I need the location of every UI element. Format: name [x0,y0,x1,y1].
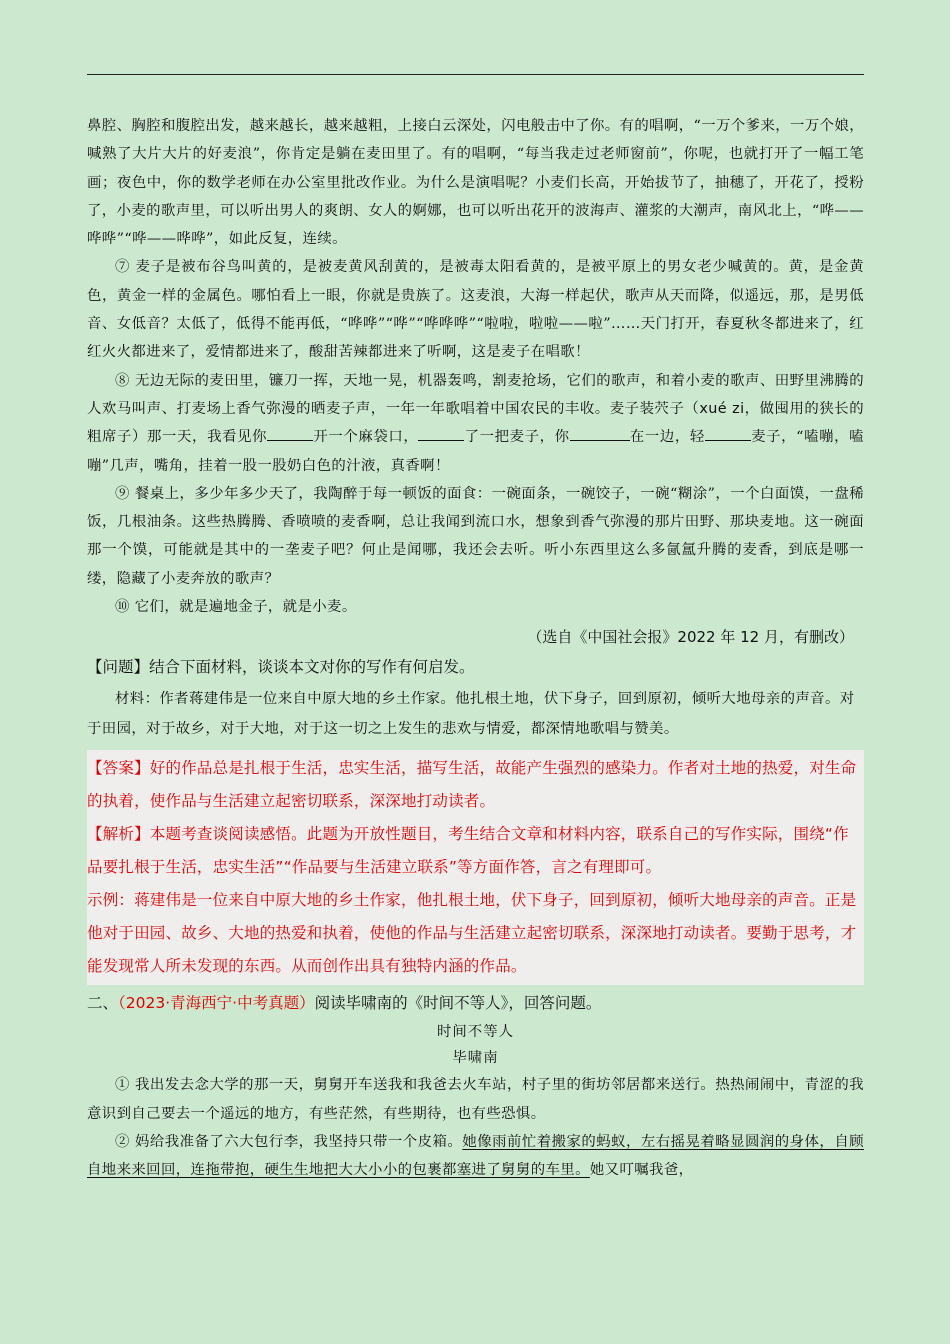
answer-box [87,750,864,985]
exam-source-tag: （2023·青海西宁·中考真题） [118,994,315,1013]
fill-blank-4 [705,426,751,441]
passage-paragraph-8: ⑧ 无边无际的麦田里，镰刀一挥，天地一晃，机器轰鸣，割麦抢场，它们的歌声，和着小麦的歌声、田野里沸腾的人欢马叫声、打麦场上香气弥漫的晒麦子声，一年一年歌唱着中国农民的丰收。麦子装茓子（xué zi，做囤用的狭长的粗席子）那一天，我看见你 开一个麻袋口， 了一把麦子，你 在一边，轻 麦子，“嗑嘣，嗑嘣”几声，嘴角，挂着一股一股奶白色的汁液，真香啊！ [87,372,864,474]
document-page [87,112,864,1185]
analysis-text: 【解析】本题考查谈阅读感悟。此题为开放性题目，考生结合文章和材料内容，联系自己的写作实际，围绕“作品要扎根于生活，忠实生活”“作品要与生活建立联系”等方面作答，言之有理即可。 [87,825,849,877]
article-title: 时间不等人 [437,1024,514,1041]
fill-blank-1 [267,426,313,441]
article-paragraph-1: ① 我出发去念大学的那一天，舅舅开车送我和我爸去火车站，村子里的街坊邻居都来送行。热热闹闹中，青涩的我意识到自己要去一个遥远的地方，有些茫然，有些期待，也有些恐惧。 [87,1077,864,1122]
answer-text: 【答案】好的作品总是扎根于生活，忠实生活，描写生活，故能产生强烈的感染力。作者对土地的热爱，对生命的执着，使作品与生活建立起密切联系，深深地打动读者。 [87,759,857,811]
passage-paragraph-9: ⑨ 餐桌上，多少年多少天了，我陶醉于每一顿饭的面食：一碗面条，一碗饺子，一碗“糊涂”，一个白面馍，一盘稀饭，几根油条。这些热腾腾、香喷喷的麦香啊，总让我闻到流口水，想象到香气弥漫的那片田野、那块麦地。这一碗面那一个馍，可能就是其中的一垄麦子吧？何止是闻哪，我还会去听。听小东西里这么多氤氲升腾的麦香，到底是哪一缕，隐藏了小麦奔放的歌声？ [87,485,864,587]
example-text: 示例：蒋建伟是一位来自中原大地的乡土作家，他扎根土地，伏下身子，回到原初，倾听大地母亲的声音。正是他对于田园、故乡、大地的热爱和执着，使他的作品与生活建立起密切联系，深深地打动读者。要勤于思考，才能发现常人所未发现的东西。从而创作出具有独特内涵的作品。 [87,891,857,976]
header-rule [87,74,864,75]
section-2-heading: 二、（2023·青海西宁·中考真题）阅读毕啸南的《时间不等人》，回答问题。 [87,994,602,1013]
passage-paragraph-10: ⑩ 它们，就是遍地金子，就是小麦。 [115,599,357,616]
passage-paragraph-6-continued: 鼻腔、胸腔和腹腔出发，越来越长，越来越粗，上接白云深处，闪电般击中了你。有的唱啊，“一万个爹来，一万个娘，喊熟了大片大片的好麦浪”，你肯定是躺在麦田里了。有的唱啊，“每当我走过老师窗前”，你呢，也就打开了一幅工笔画；夜色中，你的数学老师在办公室里批改作业。为什么是演唱呢？小麦们长高，开始拔节了，抽穗了，开花了，授粉了，小麦的歌声里，可以听出男人的爽朗、女人的婀娜，也可以听出花开的波海声、灌浆的大潮声，南风北上，“哗——哗哗”“哗——哗哗”，如此反复，连续。 [87,118,864,248]
fill-blank-2 [418,426,464,441]
article-author: 毕啸南 [452,1050,499,1067]
article-paragraph-2: ② 妈给我准备了六大包行李，我坚持只带一个皮箱。她像雨前忙着搬家的蚂蚁，左右摇晃着略显圆润的身体，自顾自地来来回回，连拖带抱，硬生生地把大大小小的包裹都塞进了舅舅的车里。她又叮嘱我爸， [87,1133,864,1179]
pinyin-annotation: xué zi [699,400,745,417]
underlined-sentence: 她像雨前忙着搬家的蚂蚁，左右摇晃着略显圆润的身体，自顾自地来来回回，连拖带抱，硬生生地把大大小小的包裹都塞进了舅舅的车里。 [87,1133,864,1179]
passage-paragraph-7: ⑦ 麦子是被布谷鸟叫黄的，是被麦黄风刮黄的，是被毒太阳看黄的，是被平原上的男女老少喊黄的。黄，是金黄色，黄金一样的金属色。哪怕看上一眼，你就是贵族了。这麦浪，大海一样起伏，歌声从天而降，似遥远，那，是男低音、女低音？太低了，低得不能再低，“哗哗”“哗”“哗哗哗”“啦啦，啦啦——啦”……天门打开，春夏秋冬都进来了，红红火火都进来了，爱情都进来了，酸甜苦辣都进来了听啊，这是麦子在唱歌！ [87,259,864,361]
question-prompt: 【问题】结合下面材料，谈谈本文对你的写作有何启发。 [87,658,475,677]
fill-blank-3 [570,426,630,441]
source-citation: （选自《中国社会报》2022 年 12 月，有删改） [527,628,854,647]
material-text: 材料：作者蒋建伟是一位来自中原大地的乡土作家。他扎根土地，伏下身子，回到原初，倾听大地母亲的声音。对于田园，对于故乡，对于大地，对于这一切之上发生的悲欢与情爱，都深情地歌唱与赞美。 [87,691,855,738]
